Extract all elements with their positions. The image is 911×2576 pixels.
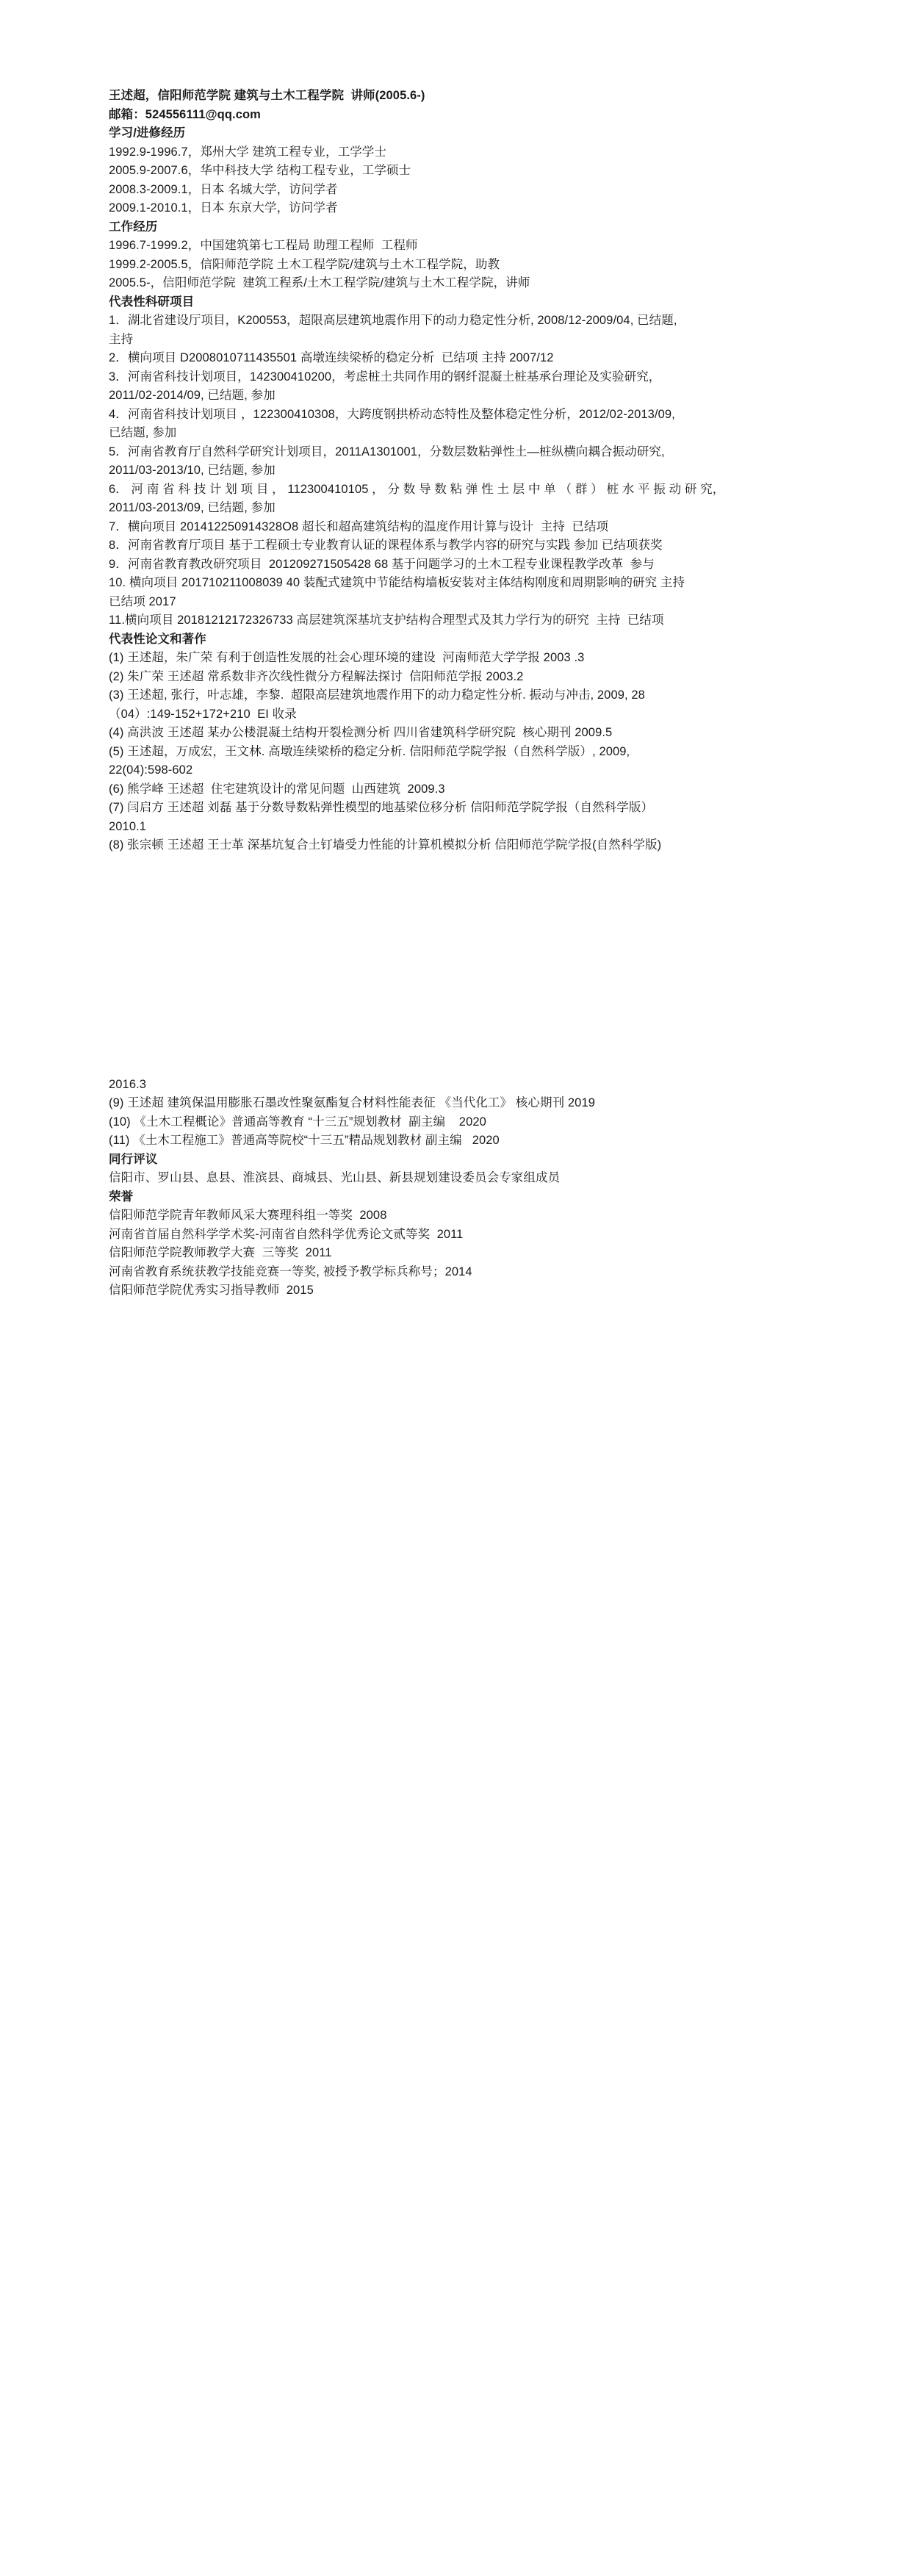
project-line: 11.横向项目 20181212172326733 高层建筑深基坑支护结构合理型式及其力学行为的研究 主持 已结项 [109, 614, 664, 627]
project-line: 主持 [109, 332, 134, 346]
page-break-gap [109, 855, 838, 1076]
section-research-projects [109, 293, 838, 630]
publication-line: (7) 闫启方 王述超 刘磊 基于分数导数粘弹性模型的地基梁位移分析 信阳师范学院学报（自然科学版） [109, 801, 654, 814]
education-line: 2009.1-2010.1，日本 东京大学，访问学者 [109, 201, 338, 215]
work-line: 1999.2-2005.5，信阳师范学院 土木工程学院/建筑与土木工程学院，助教 [109, 257, 500, 271]
publication-line: (8) 张宗顿 王述超 王士革 深基坑复合土钉墙受力性能的计算机模拟分析 信阳师范学院学报(自然科学版) [109, 838, 662, 852]
work-line: 2005.5-，信阳师范学院 建筑工程系/土木工程学院/建筑与土木工程学院，讲师 [109, 276, 530, 289]
publication-line: （04）:149-152+172+210 EI 收录 [109, 707, 297, 721]
person-name-line: 王述超，信阳师范学院 建筑与土木工程学院 讲师(2005.6-) [109, 89, 425, 102]
honor-line: 信阳师范学院青年教师风采大赛理科组一等奖 2008 [109, 1209, 387, 1222]
publication-line: (11) 《土木工程施工》普通高等院校“十三五”精品规划教材 副主编 2020 [109, 1134, 500, 1147]
honor-line: 信阳师范学院优秀实习指导教师 2015 [109, 1284, 314, 1297]
project-line: 8．河南省教育厅项目 基于工程硕士专业教育认证的课程体系与教学内容的研究与实践 参加 已结项获奖 [109, 539, 663, 552]
section-publications [109, 630, 838, 855]
section-education [109, 124, 838, 218]
work-line: 1996.7-1999.2，中国建筑第七工程局 助理工程师 工程师 [109, 239, 418, 252]
publication-date-line: 2016.3 [109, 1077, 147, 1091]
publication-line: 2010.1 [109, 819, 147, 833]
project-line: 2．横向项目 D2008010711435501 高墩连续梁桥的稳定分析 已结项 主持 2007/12 [109, 351, 554, 364]
project-line: 2011/02-2014/09, 已结题, 参加 [109, 389, 276, 402]
email-line: 邮箱：524556111@qq.com [109, 107, 261, 121]
education-line: 2005.9-2007.6，华中科技大学 结构工程专业，工学硕士 [109, 164, 411, 177]
project-line: 4．河南省科技计划项目 ，122300410308，大跨度钢拱桥动态特性及整体稳定性分析，2012/02-2013/09, [109, 407, 675, 421]
section-title-research-projects: 代表性科研项目 [109, 295, 195, 309]
publication-line: (2) 朱广荣 王述超 常系数非齐次线性微分方程解法探讨 信阳师范学报 2003.2 [109, 669, 524, 683]
publication-line: (9) 王述超 建筑保温用膨胀石墨改性聚氨酯复合材料性能表征 《当代化工》 核心期刊 2019 [109, 1096, 595, 1109]
education-line: 2008.3-2009.1，日本 名城大学，访问学者 [109, 182, 338, 196]
publication-line: (6) 熊学峰 王述超 住宅建筑设计的常见问题 山西建筑 2009.3 [109, 782, 445, 796]
section-title-peer-review: 同行评议 [109, 1152, 158, 1166]
publication-line: (3) 王述超, 张行，叶志雄，李黎. 超限高层建筑地震作用下的动力稳定性分析. 振动与冲击, 2009, 28 [109, 688, 645, 702]
section-honors [109, 1188, 838, 1300]
project-line: 2011/03-2013/09, 已结题, 参加 [109, 501, 276, 514]
publication-line: (10) 《土木工程概论》普通高等教育 “十三五”规划教材 副主编 2020 [109, 1115, 486, 1129]
section-title-education: 学习/进修经历 [109, 126, 186, 140]
project-line: 1．湖北省建设厅项目，K200553，超限高层建筑地震作用下的动力稳定性分析, 2008/12-2009/04, 已结题, [109, 314, 677, 327]
section-title-publications: 代表性论文和著作 [109, 632, 206, 646]
publication-line: (4) 高洪波 王述超 某办公楼混凝土结构开裂检测分析 四川省建筑科学研究院 核心期刊 2009.5 [109, 726, 613, 739]
education-line: 1992.9-1996.7，郑州大学 建筑工程专业，工学学士 [109, 145, 387, 159]
project-line: 7．横向项目 201412250914328O8 超长和超高建筑结构的温度作用计算与设计 主持 已结项 [109, 519, 609, 533]
project-line: 9．河南省教育教改研究项目 201209271505428 68 基于问题学习的土木工程专业课程教学改革 参与 [109, 557, 655, 571]
publication-line: (1) 王述超，朱广荣 有利于创造性发展的社会心理环境的建设 河南师范大学学报 2003 .3 [109, 651, 585, 664]
honor-line: 河南省教育系统获教学技能竞赛一等奖, 被授予教学标兵称号；2014 [109, 1264, 472, 1278]
project-line: 3．河南省科技计划项目，142300410200，考虑桩土共同作用的钢纤混凝土桩基承台理论及实验研究， [109, 370, 661, 384]
project-line: 2011/03-2013/10, 已结题, 参加 [109, 464, 276, 477]
publication-line: 22(04):598-602 [109, 763, 193, 777]
publications-continued [109, 1076, 838, 1151]
section-peer-review [109, 1151, 838, 1188]
publication-line: (5) 王述超，万成宏，王文林. 高墩连续梁桥的稳定分析. 信阳师范学院学报（自然科学版）, 2009, [109, 744, 630, 758]
project-line: 已结项 2017 [109, 594, 176, 608]
peer-review-line: 信阳市、罗山县、息县、淮滨县、商城县、光山县、新县规划建设委员会专家组成员 [109, 1171, 561, 1184]
project-line: 10. 横向项目 201710211008039 40 装配式建筑中节能结构墙板安装对主体结构刚度和周期影响的研究 主持 [109, 576, 685, 589]
project-line: 6． 河 南 省 科 技 计 划 项 目 ， 112300410105 ， 分 数 导 数 粘 弹 性 土 层 中 单 （ 群 ） 桩 水 平 振 动 研 究， [109, 482, 725, 496]
project-line: 已结题, 参加 [109, 426, 177, 439]
section-title-work-experience: 工作经历 [109, 220, 158, 234]
header-block [109, 87, 838, 124]
honor-line: 信阳师范学院教师教学大赛 三等奖 2011 [109, 1246, 332, 1259]
section-title-honors: 荣誉 [109, 1190, 134, 1204]
section-work-experience [109, 218, 838, 293]
project-line: 5．河南省教育厅自然科学研究计划项目，2011A1301001，分数层数粘弹性土—桩纵横向耦合振动研究, [109, 445, 665, 458]
honor-line: 河南省首届自然科学学术奖-河南省自然科学优秀论文贰等奖 2011 [109, 1227, 464, 1241]
